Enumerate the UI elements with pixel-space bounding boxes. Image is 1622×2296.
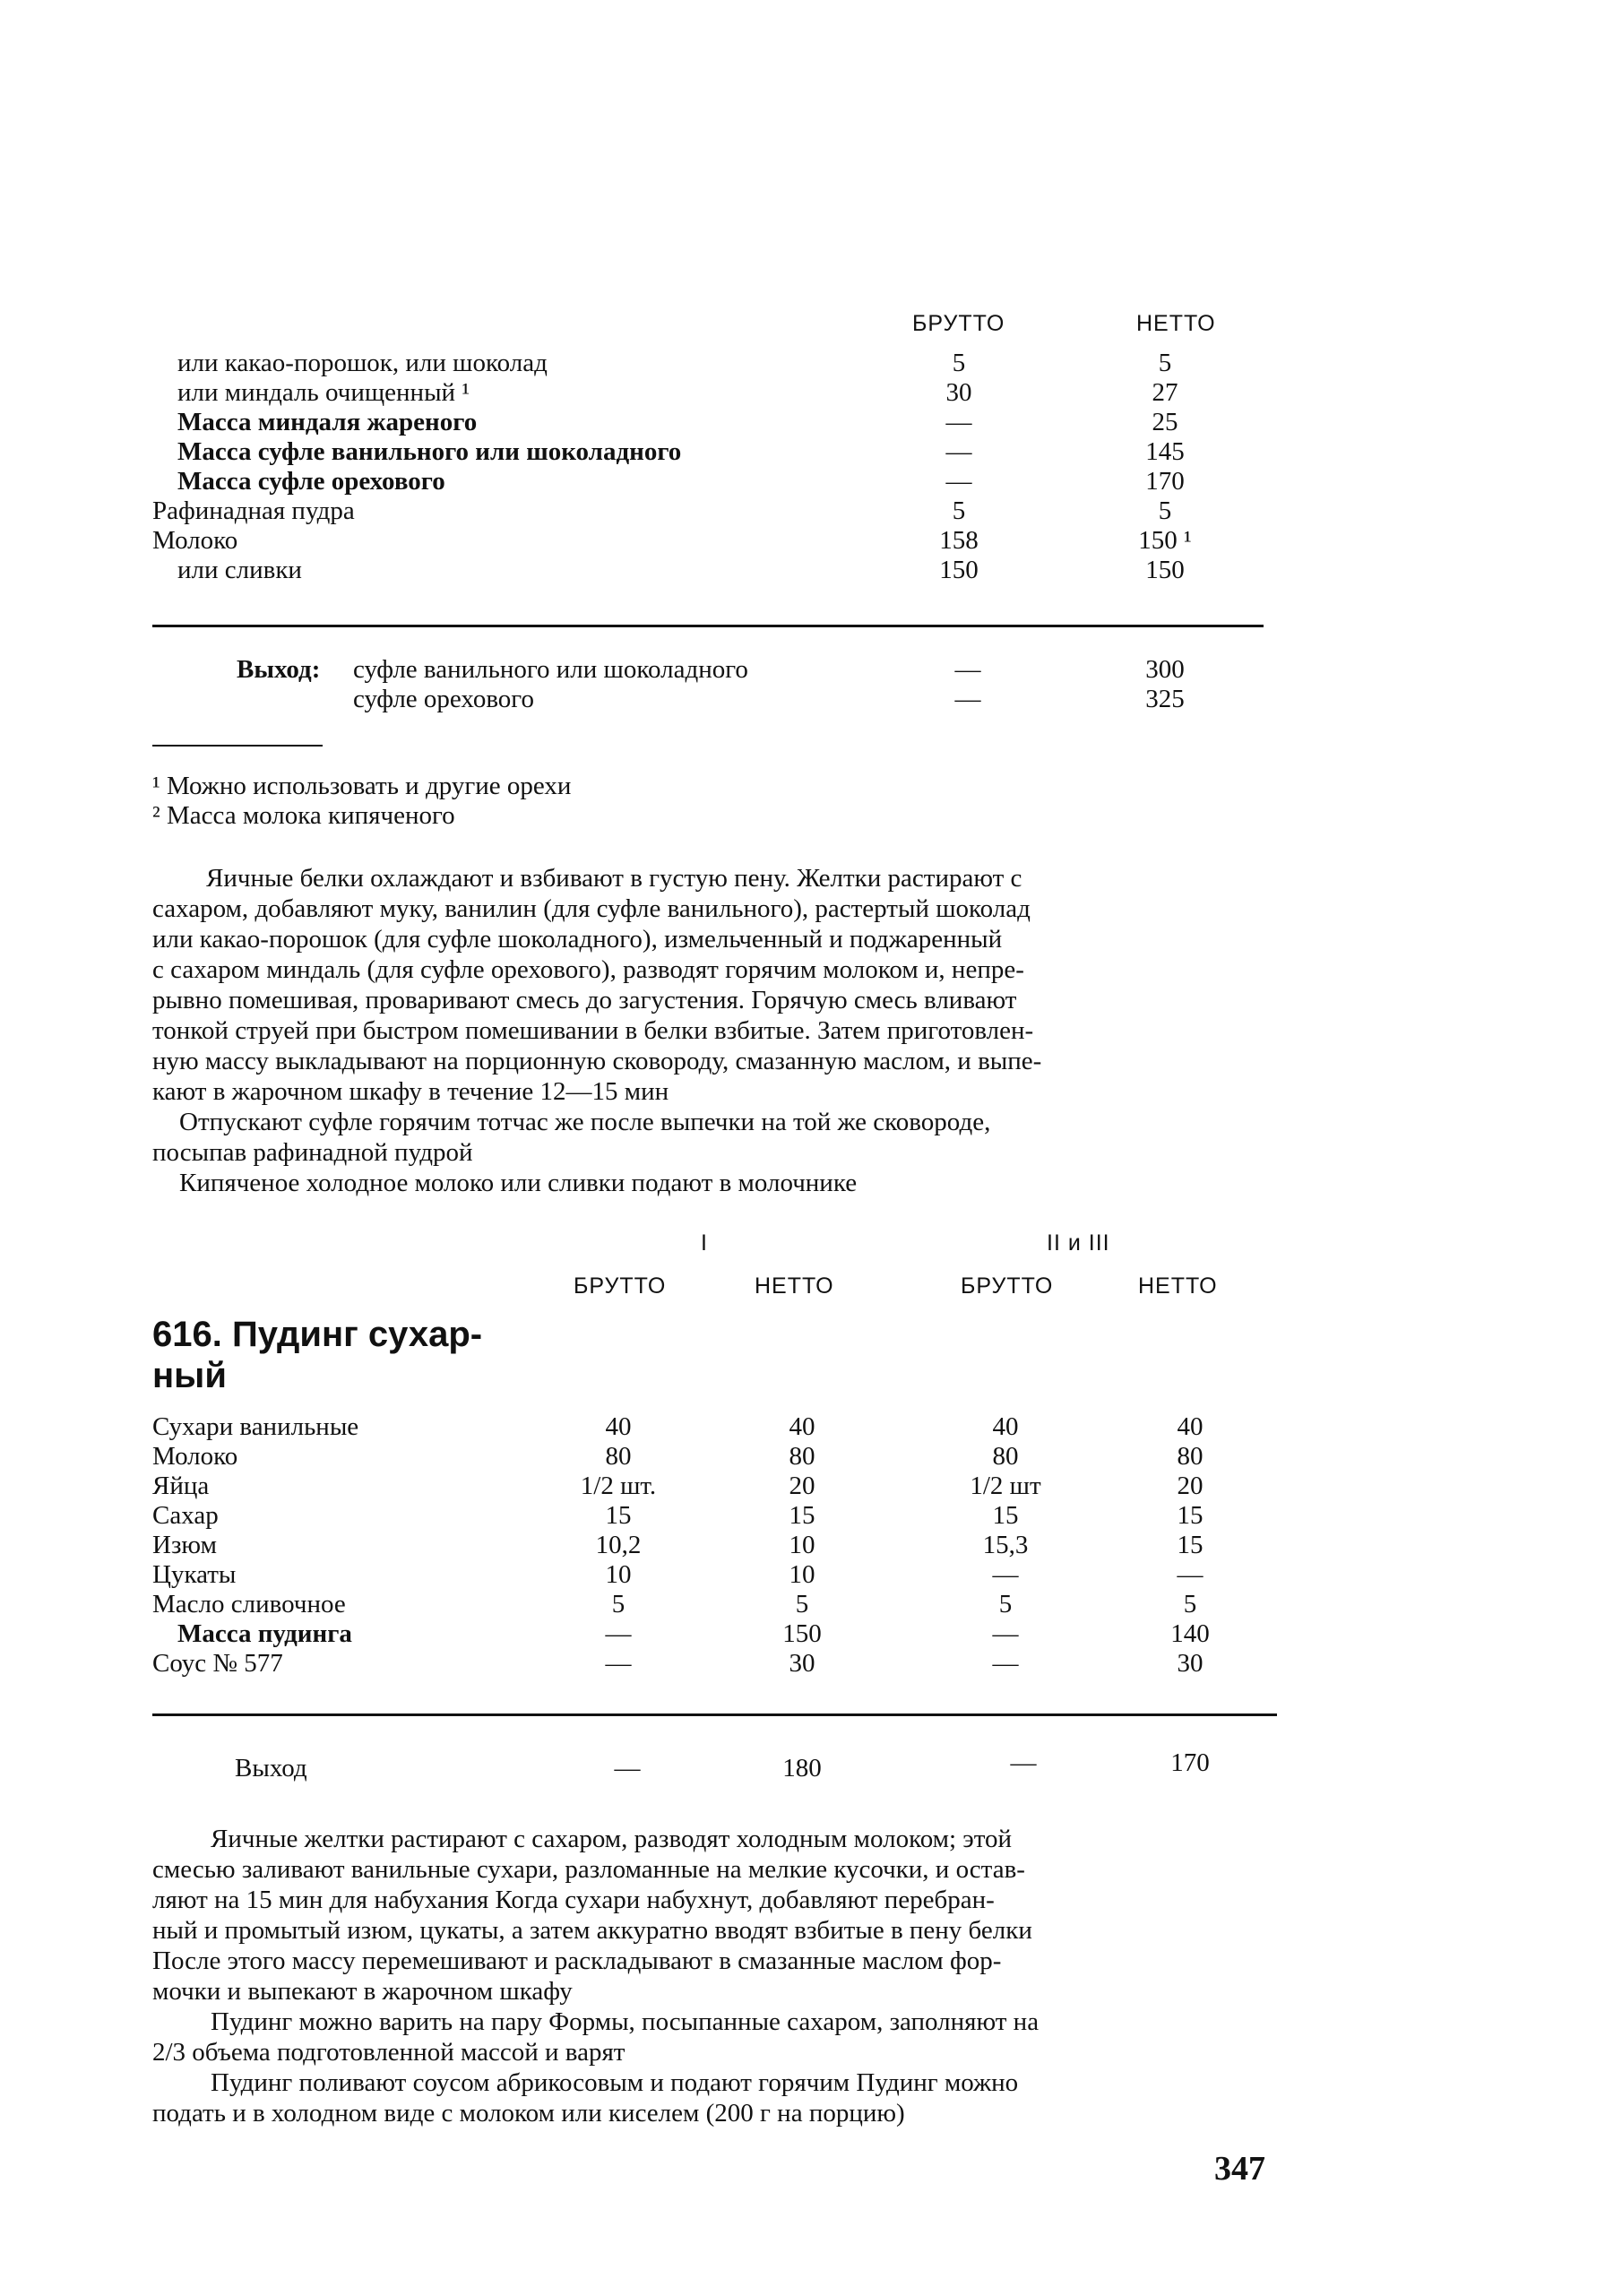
brutto-value: 150 bbox=[939, 556, 979, 584]
brutto-value: 15 bbox=[992, 1501, 1019, 1530]
brutto-value: — bbox=[945, 467, 972, 496]
ingredient-name: Яйца bbox=[152, 1472, 210, 1500]
table-rule bbox=[152, 1713, 1277, 1716]
text-line: Яичные желтки растирают с сахаром, разводят холодным молоком; этой bbox=[211, 1825, 1013, 1853]
text-line: кают в жарочном шкафу в течение 12—15 мин bbox=[152, 1077, 669, 1106]
brutto-value: — bbox=[954, 655, 981, 684]
brutto-value: 10 bbox=[605, 1560, 632, 1589]
netto-value: 25 bbox=[1152, 408, 1178, 436]
netto-value: 15 bbox=[789, 1501, 815, 1530]
brutto-value: — bbox=[992, 1619, 1019, 1648]
netto-value: 5 bbox=[1183, 1590, 1197, 1618]
text-line: Яичные белки охлаждают и взбивают в густую пену. Желтки растирают с bbox=[206, 864, 1022, 893]
netto-value: 15 bbox=[1177, 1531, 1204, 1559]
brutto-value: — bbox=[945, 437, 972, 466]
header-brutto: БРУТТО bbox=[912, 311, 1005, 336]
header-netto: НЕТТО bbox=[1138, 1273, 1218, 1299]
brutto-value: 40 bbox=[605, 1412, 632, 1441]
brutto-value: — bbox=[614, 1754, 641, 1782]
ingredient-name: Молоко bbox=[152, 1442, 238, 1471]
ingredient-name: Рафинадная пудра bbox=[152, 496, 355, 525]
brutto-value: — bbox=[605, 1649, 632, 1678]
paragraph-serving bbox=[152, 1107, 1264, 1168]
ingredient-name: Масло сливочное bbox=[152, 1590, 346, 1618]
ingredient-name: Изюм bbox=[152, 1531, 218, 1559]
text-line: рывно помешивая, проваривают смесь до загустения. Горячую смесь вливают bbox=[152, 986, 1017, 1014]
text-line: или какао-порошок (для суфле шоколадного), измельченный и поджаренный bbox=[152, 925, 1003, 954]
netto-value: 300 bbox=[1145, 655, 1185, 684]
brutto-value: 5 bbox=[611, 1590, 626, 1618]
text-line: ляют на 15 мин для набухания Когда сухари набухнут, добавляют перебран- bbox=[152, 1886, 995, 1914]
header-brutto: БРУТТО bbox=[961, 1273, 1054, 1299]
brutto-value: 15 bbox=[605, 1501, 632, 1530]
text-line: Пудинг можно варить на пару Формы, посыпанные сахаром, заполняют на bbox=[211, 2007, 1040, 2036]
netto-value: 180 bbox=[782, 1754, 822, 1782]
netto-value: 5 bbox=[795, 1590, 809, 1618]
recipe-title-line: 616. Пудинг сухар- bbox=[152, 1315, 483, 1354]
table-rule bbox=[152, 625, 1264, 627]
netto-value: 150 bbox=[782, 1619, 822, 1648]
netto-value: 145 bbox=[1145, 437, 1185, 466]
group-label-1: I bbox=[701, 1230, 708, 1256]
brutto-value: 158 bbox=[939, 526, 979, 555]
netto-value: 140 bbox=[1170, 1619, 1210, 1648]
paragraph-milk: Кипяченое холодное молоко или сливки подают в молочнике bbox=[179, 1169, 858, 1197]
footnote: ¹ Можно использовать и другие орехи bbox=[152, 772, 572, 800]
brutto-value: 40 bbox=[992, 1412, 1019, 1441]
netto-value: 30 bbox=[1177, 1649, 1204, 1678]
brutto-value: 5 bbox=[952, 349, 966, 377]
yield-name: суфле орехового bbox=[353, 685, 534, 713]
header-netto: НЕТТО bbox=[1136, 311, 1216, 336]
paragraph-method bbox=[152, 863, 1264, 1107]
header-brutto: БРУТТО bbox=[574, 1273, 667, 1299]
netto-value: 30 bbox=[789, 1649, 815, 1678]
paragraph-pudding-method bbox=[152, 1824, 1277, 2007]
yield-label: Выход: bbox=[237, 655, 321, 684]
text-line: тонкой струей при быстром помешивании в белки взбитые. Затем приготовлен- bbox=[152, 1016, 1034, 1045]
paragraph-steam bbox=[152, 2007, 1277, 2067]
brutto-value: 1/2 шт bbox=[970, 1472, 1041, 1500]
ingredient-name: Цукаты bbox=[152, 1560, 237, 1589]
text-line: После этого массу перемешивают и раскладывают в смазанные маслом фор- bbox=[152, 1946, 1002, 1975]
netto-value: 80 bbox=[1177, 1442, 1204, 1471]
ingredient-name: или какао-порошок, или шоколад bbox=[177, 349, 548, 377]
brutto-value: — bbox=[605, 1619, 632, 1648]
text-line: Пудинг поливают соусом абрикосовым и подают горячим Пудинг можно bbox=[211, 2068, 1019, 2097]
brutto-value: 1/2 шт. bbox=[580, 1472, 657, 1500]
brutto-value: 5 bbox=[998, 1590, 1013, 1618]
netto-value: 5 bbox=[1158, 496, 1172, 525]
ingredient-name: Сахар bbox=[152, 1501, 219, 1530]
brutto-value: — bbox=[945, 408, 972, 436]
netto-value: 10 bbox=[789, 1560, 815, 1589]
ingredient-name: или сливки bbox=[177, 556, 302, 584]
brutto-value: 5 bbox=[952, 496, 966, 525]
footnote-rule bbox=[152, 745, 323, 747]
netto-value: 150 ¹ bbox=[1138, 526, 1192, 555]
text-line: ную массу выкладывают на порционную сковороду, смазанную маслом, и выпе- bbox=[152, 1047, 1042, 1075]
ingredient-name: Масса суфле орехового bbox=[177, 467, 445, 496]
text-line: посыпав рафинадной пудрой bbox=[152, 1138, 473, 1167]
paragraph-serve bbox=[152, 2067, 1277, 2128]
brutto-value: 15,3 bbox=[982, 1531, 1029, 1559]
yield-label: Выход bbox=[235, 1754, 307, 1782]
netto-value: 40 bbox=[1177, 1412, 1204, 1441]
netto-value: 170 bbox=[1170, 1748, 1210, 1777]
netto-value: 325 bbox=[1145, 685, 1185, 713]
page-number: 347 bbox=[1214, 2150, 1265, 2188]
brutto-value: 80 bbox=[992, 1442, 1019, 1471]
brutto-value: — bbox=[992, 1649, 1019, 1678]
netto-value: 27 bbox=[1152, 378, 1178, 407]
text-line: ный и промытый изюм, цукаты, а затем аккуратно вводят взбитые в пену белки bbox=[152, 1916, 1032, 1945]
ingredient-name: Молоко bbox=[152, 526, 238, 555]
text-line: с сахаром миндаль (для суфле орехового), разводят горячим молоком и, непре- bbox=[152, 955, 1024, 984]
ingredient-name: Масса суфле ванильного или шоколадного bbox=[177, 437, 682, 466]
ingredient-name: Соус № 577 bbox=[152, 1649, 283, 1678]
brutto-value: — bbox=[954, 685, 981, 713]
netto-value: 20 bbox=[1177, 1472, 1204, 1500]
brutto-value: 80 bbox=[605, 1442, 632, 1471]
text-line: сахаром, добавляют муку, ванилин (для суфле ванильного), растертый шоколад bbox=[152, 894, 1031, 923]
recipe-title-line: ный bbox=[152, 1356, 227, 1395]
ingredient-name: Масса миндаля жареного bbox=[177, 408, 478, 436]
netto-value: 5 bbox=[1158, 349, 1172, 377]
text-line: смесью заливают ванильные сухари, разломанные на мелкие кусочки, и остав- bbox=[152, 1855, 1025, 1884]
netto-value: 15 bbox=[1177, 1501, 1204, 1530]
netto-value: — bbox=[1177, 1560, 1204, 1589]
netto-value: 40 bbox=[789, 1412, 815, 1441]
brutto-value: — bbox=[992, 1560, 1019, 1589]
netto-value: 150 bbox=[1145, 556, 1185, 584]
text-line: мочки и выпекают в жарочном шкафу bbox=[152, 1977, 573, 2006]
text-line: Отпускают суфле горячим тотчас же после выпечки на той же сковороде, bbox=[179, 1108, 991, 1136]
text-line: подать и в холодном виде с молоком или киселем (200 г на порцию) bbox=[152, 2099, 905, 2128]
text-line: 2/3 объема подготовленной массой и варят bbox=[152, 2038, 626, 2067]
yield-name: суфле ванильного или шоколадного bbox=[353, 655, 748, 684]
netto-value: 10 bbox=[789, 1531, 815, 1559]
brutto-value: — bbox=[1010, 1748, 1037, 1777]
netto-value: 80 bbox=[789, 1442, 815, 1471]
ingredient-name: или миндаль очищенный ¹ bbox=[177, 378, 470, 407]
brutto-value: 30 bbox=[945, 378, 972, 407]
recipe-title bbox=[152, 1314, 529, 1396]
ingredient-name: Масса пудинга bbox=[177, 1619, 352, 1648]
netto-value: 170 bbox=[1145, 467, 1185, 496]
netto-value: 20 bbox=[789, 1472, 815, 1500]
header-netto: НЕТТО bbox=[755, 1273, 834, 1299]
group-label-2: II и III bbox=[1047, 1230, 1110, 1256]
brutto-value: 10,2 bbox=[595, 1531, 642, 1559]
ingredient-name: Сухари ванильные bbox=[152, 1412, 359, 1441]
footnote: ² Масса молока кипяченого bbox=[152, 801, 455, 830]
